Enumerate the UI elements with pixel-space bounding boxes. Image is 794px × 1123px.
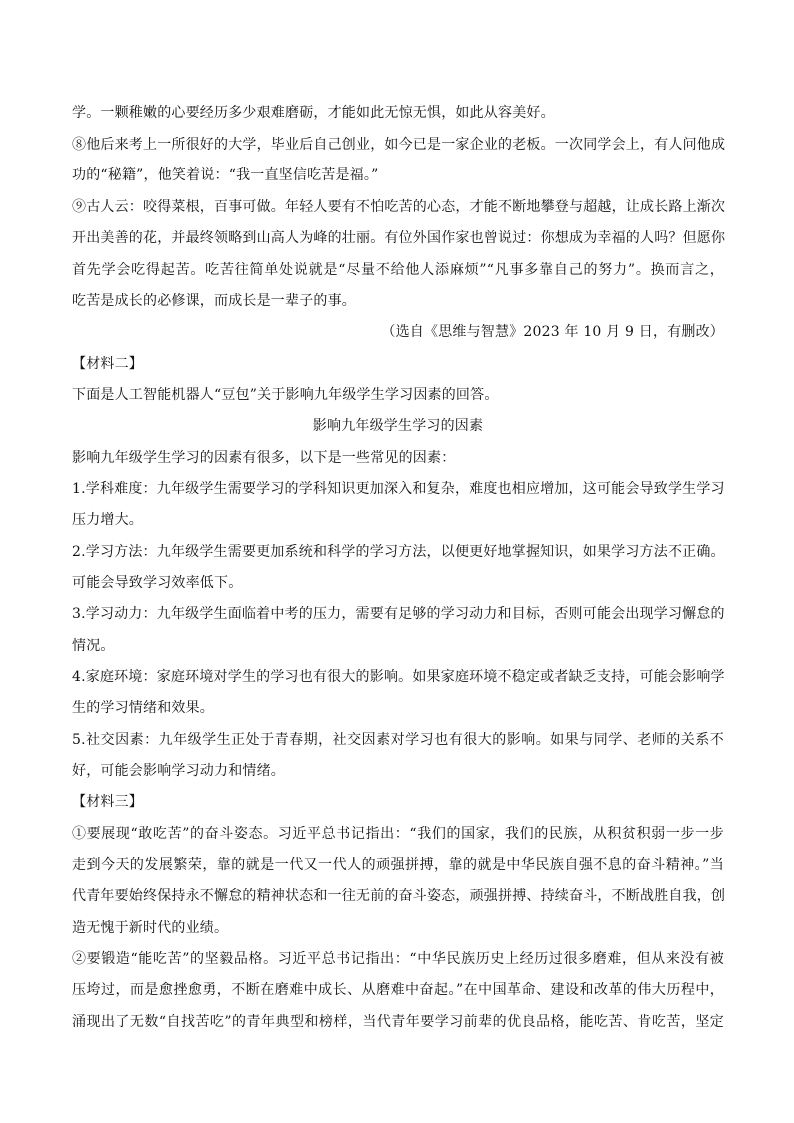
text-line: 压垮过，而是愈挫愈勇，不断在磨难中成长、从磨难中奋起。”在中国革命、建设和改革的伟大历程中， [72, 982, 724, 998]
subsection-title: 影响九年级学生学习的因素 [312, 418, 484, 434]
text-line: 代青年要始终保持永不懈怠的精神状态和一往无前的奋斗姿态，顽强拼搏、持续奋斗，不断战胜自我，创 [72, 888, 726, 904]
text-line: ②要锻造“能吃苦”的坚毅品格。习近平总书记指出：“中华民族历史上经历过很多磨难，但从来没有被 [72, 951, 724, 967]
section-heading: 【材料三】 [72, 794, 143, 810]
text-line: 学。一颗稚嫩的心要经历多少艰难磨砺，才能如此无惊无惧，如此从容美好。 [72, 105, 555, 121]
text-line: 造无愧于新时代的业绩。 [72, 920, 229, 936]
text-line: 开出美善的花，并最终领略到山高人为峰的壮丽。有位外国作家也曾说过：你想成为幸福的人吗？但愿你 [72, 230, 726, 246]
text-line: 首先学会吃得起苦。吃苦往简单处说就是“尽量不给他人添麻烦”“凡事多靠自己的努力”。换而言之， [72, 262, 724, 278]
text-line: 下面是人工智能机器人“豆包”关于影响九年级学生学习因素的回答。 [72, 387, 499, 403]
text-line: 5.社交因素：九年级学生正处于青春期，社交因素对学习也有很大的影响。如果与同学、老师的关系不 [72, 732, 724, 748]
source-citation: （选自《思维与智慧》2023 年 10 月 9 日，有删改） [381, 324, 724, 340]
text-line: 1.学科难度：九年级学生需要学习的学科知识更加深入和复杂，难度也相应增加，这可能会导致学生学习 [72, 481, 725, 497]
text-line: 2.学习方法：九年级学生需要更加系统和科学的学习方法，以便更好地掌握知识，如果学习方法不正确。 [72, 544, 725, 560]
text-line: 好，可能会影响学习动力和情绪。 [72, 763, 285, 779]
text-line: ⑨古人云：咬得菜根，百事可做。年轻人要有不怕吃苦的心态，才能不断地攀登与超越，让成长路上渐次 [72, 199, 726, 215]
text-line: 3.学习动力：九年级学生面临着中考的压力，需要有足够的学习动力和目标，否则可能会出现学习懈怠的 [72, 606, 725, 622]
text-line: 4.家庭环境：家庭环境对学生的学习也有很大的影响。如果家庭环境不稳定或者缺乏支持，可能会影响学 [72, 669, 725, 685]
text-line: 吃苦是成长的必修课，而成长是一辈子的事。 [72, 293, 356, 309]
text-line: 影响九年级学生学习的因素有很多，以下是一些常见的因素： [72, 450, 456, 466]
text-line: 走到今天的发展繁荣，靠的就是一代又一代人的顽强拼搏，靠的就是中华民族自强不息的奋斗精神。”当 [72, 857, 724, 873]
text-line: ⑧他后来考上一所很好的大学，毕业后自己创业，如今已是一家企业的老板。一次同学会上，有人问他成 [72, 137, 726, 153]
text-line: ①要展现“敢吃苦”的奋斗姿态。习近平总书记指出：“我们的国家，我们的民族，从积贫积弱一步一步 [72, 826, 724, 842]
section-heading: 【材料二】 [72, 356, 143, 372]
text-line: 生的学习情绪和效果。 [72, 700, 214, 716]
text-line: 可能会导致学习效率低下。 [72, 575, 243, 591]
text-line: 功的“秘籍”，他笑着说：“我一直坚信吃苦是福。” [72, 167, 379, 183]
text-line: 涌现出了无数“自找苦吃”的青年典型和榜样，当代青年要学习前辈的优良品格，能吃苦、肯吃苦，坚定 [72, 1014, 724, 1030]
text-line: 压力增大。 [72, 512, 143, 528]
text-line: 情况。 [72, 638, 115, 654]
